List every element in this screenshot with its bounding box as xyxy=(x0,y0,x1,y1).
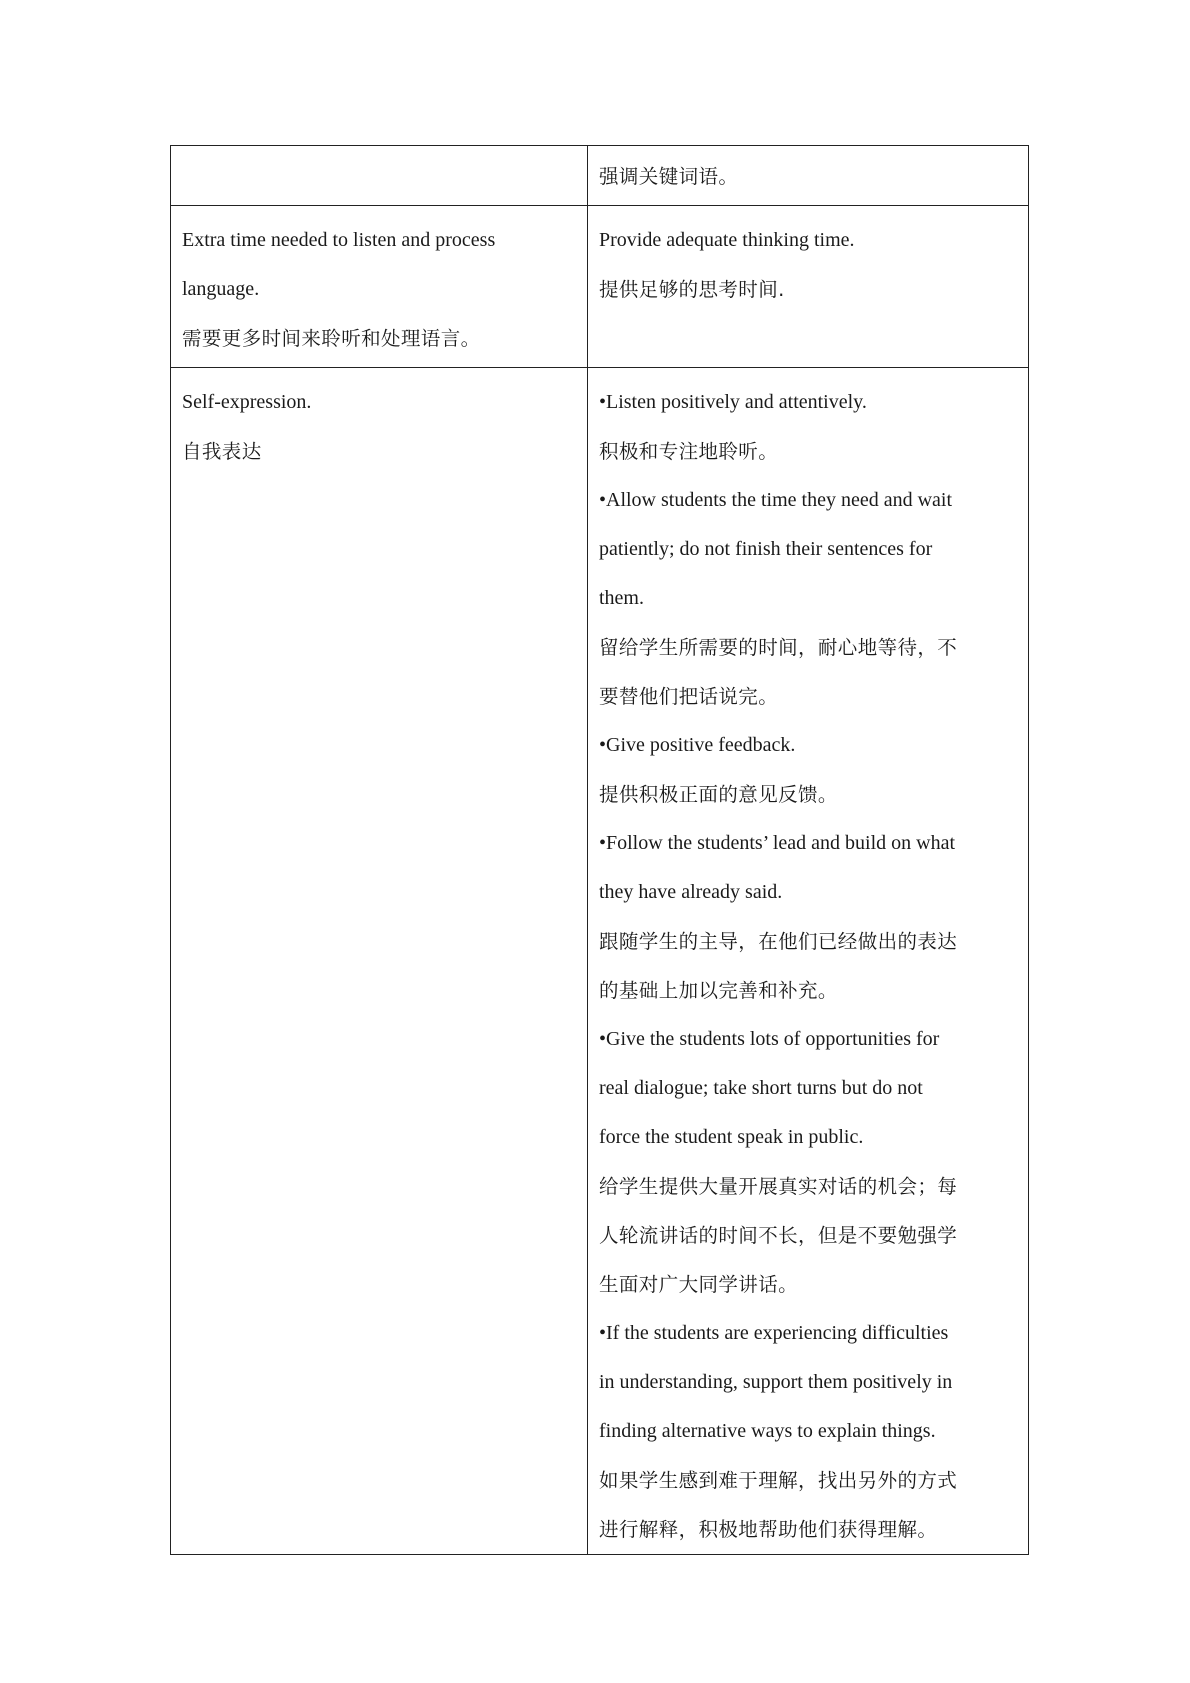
strategy-line: finding alternative ways to explain things. xyxy=(599,1420,936,1442)
strategies-cell xyxy=(588,206,1029,368)
strategy-line: 如果学生感到难于理解，找出另外的方式 xyxy=(599,1469,958,1492)
strategy-line: •Follow the students’ lead and build on what xyxy=(599,832,956,854)
table-row xyxy=(171,146,1029,206)
strategy-line: 提供足够的思考时间. xyxy=(599,278,785,301)
strategy-line: 积极和专注地聆听。 xyxy=(599,440,779,463)
strategy-line: they have already said. xyxy=(599,881,783,903)
strategy-table xyxy=(170,145,1029,1555)
strategy-line: •Allow students the time they need and wait xyxy=(599,489,953,511)
strategy-line: patiently; do not finish their sentences for xyxy=(599,538,933,560)
strategy-line: real dialogue; take short turns but do not xyxy=(599,1077,923,1099)
strategy-line: 生面对广大同学讲话。 xyxy=(599,1273,799,1296)
needs-cell xyxy=(171,146,588,206)
need-line: language. xyxy=(182,278,260,300)
need-line: 需要更多时间来聆听和处理语言。 xyxy=(182,327,481,350)
strategy-line: 的基础上加以完善和补充。 xyxy=(599,979,838,1002)
strategy-line: •If the students are experiencing difficulties xyxy=(599,1322,949,1344)
strategy-line: 进行解释，积极地帮助他们获得理解。 xyxy=(599,1518,938,1541)
strategy-line: •Listen positively and attentively. xyxy=(599,391,867,413)
needs-cell xyxy=(171,206,588,368)
strategy-line: •Give the students lots of opportunities for xyxy=(599,1028,940,1050)
strategy-line: in understanding, support them positively in xyxy=(599,1371,953,1393)
strategy-line: 留给学生所需要的时间，耐心地等待，不 xyxy=(599,636,958,659)
strategy-line: •Give positive feedback. xyxy=(599,734,796,756)
strategy-line: 提供积极正面的意见反馈。 xyxy=(599,783,838,806)
strategies-cell xyxy=(588,146,1029,206)
strategy-line: force the student speak in public. xyxy=(599,1126,864,1148)
strategy-line: 人轮流讲话的时间不长，但是不要勉强学 xyxy=(599,1224,958,1247)
need-line: 自我表达 xyxy=(182,440,262,463)
strategy-line: 跟随学生的主导，在他们已经做出的表达 xyxy=(599,930,958,953)
strategy-line: 给学生提供大量开展真实对话的机会；每 xyxy=(599,1175,958,1198)
table-row xyxy=(171,206,1029,368)
needs-cell xyxy=(171,368,588,1555)
table-row xyxy=(171,368,1029,1555)
need-line: Self-expression. xyxy=(182,391,312,413)
strategy-line: Provide adequate thinking time. xyxy=(599,229,855,251)
strategy-line: 强调关键词语。 xyxy=(599,165,739,188)
strategy-line: 要替他们把话说完。 xyxy=(599,685,779,708)
need-line: Extra time needed to listen and process xyxy=(182,229,496,251)
strategies-cell xyxy=(588,368,1029,1555)
strategy-line: them. xyxy=(599,587,644,609)
